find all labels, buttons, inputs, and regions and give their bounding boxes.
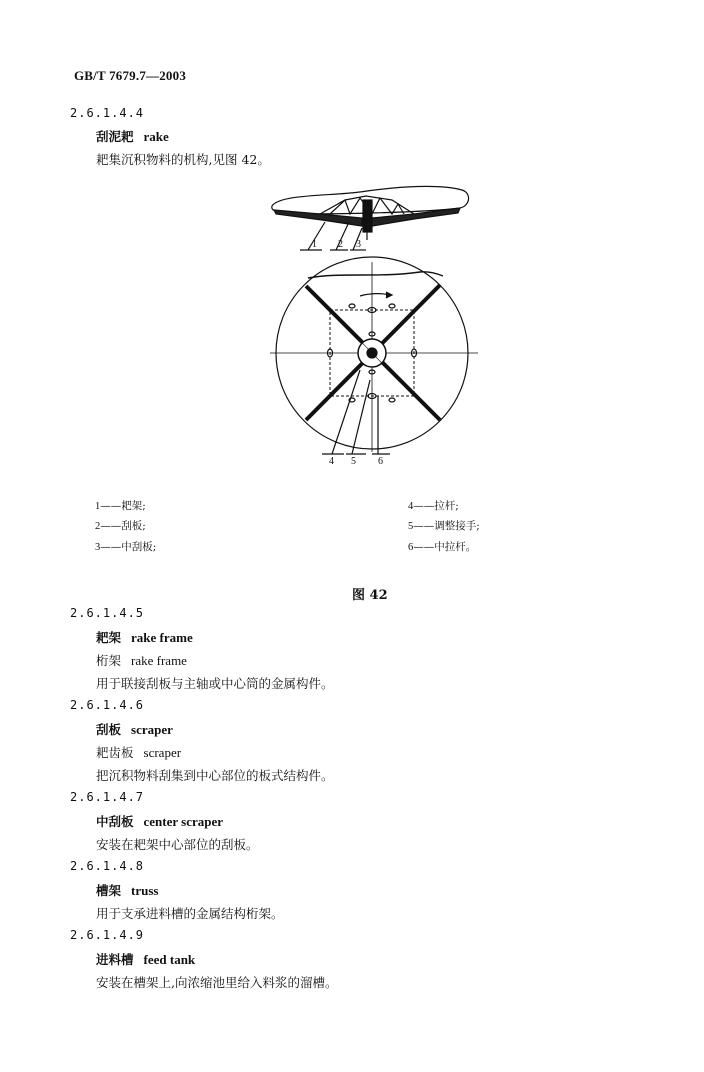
callout-6: 6 — [378, 456, 383, 467]
term-zh: 槽架 — [96, 883, 122, 898]
synonym-zh: 耙齿板 — [96, 745, 134, 760]
term-zh: 刮板 — [96, 722, 122, 737]
term-zh: 中刮板 — [96, 814, 134, 829]
term-en: feed tank — [143, 952, 196, 967]
term-entry — [96, 628, 193, 646]
synonym-entry — [96, 743, 181, 761]
figure-caption: 图 42 — [352, 588, 388, 603]
legend-item: 3——中刮板; — [95, 541, 157, 553]
definition: 用于支承进料槽的金属结构桁架。 — [96, 906, 284, 921]
term-zh: 耙架 — [96, 630, 122, 645]
synonym-entry — [96, 651, 187, 669]
term-en: scraper — [131, 722, 173, 737]
synonym-zh: 桁架 — [96, 653, 122, 668]
callout-4: 4 — [329, 456, 334, 467]
clause-number: 2.6.1.4.4 — [70, 106, 145, 120]
term-zh: 刮泥耙 — [96, 129, 134, 144]
callout-2: 2 — [338, 239, 343, 250]
definition: 把沉积物料刮集到中心部位的板式结构件。 — [96, 768, 334, 783]
clause-number: 2.6.1.4.9 — [70, 928, 145, 942]
term-en: rake — [143, 129, 169, 144]
term-en: center scraper — [143, 814, 224, 829]
term-en: rake frame — [131, 630, 193, 645]
term-entry — [96, 881, 158, 899]
callout-3: 3 — [356, 239, 361, 250]
legend-item: 1——耙架; — [95, 500, 146, 512]
legend-item: 4——拉杆; — [408, 500, 459, 512]
term-zh: 进料槽 — [96, 952, 134, 967]
definition: 耙集沉积物料的机构,见图 42。 — [96, 152, 270, 167]
legend-item: 5——调整接手; — [408, 520, 480, 532]
synonym-en: scraper — [143, 745, 182, 760]
term-entry — [96, 720, 173, 738]
legend-item: 2——刮板; — [95, 520, 146, 532]
callout-1: 1 — [312, 239, 317, 250]
legend-item: 6——中拉杆。 — [408, 541, 477, 553]
term-entry — [96, 950, 195, 968]
rake-profile-right — [372, 208, 460, 226]
clause-number: 2.6.1.4.6 — [70, 698, 145, 712]
clause-number: 2.6.1.4.8 — [70, 859, 145, 873]
rotation-arrow — [360, 294, 390, 296]
definition: 安装在槽架上,向浓缩池里给入料浆的溜槽。 — [96, 975, 338, 990]
synonym-en: rake frame — [131, 653, 187, 668]
callout-5: 5 — [351, 456, 356, 467]
clause-number: 2.6.1.4.5 — [70, 606, 145, 620]
standard-number: GB/T 7679.7—2003 — [74, 68, 187, 83]
term-entry — [96, 812, 223, 830]
clause-number: 2.6.1.4.7 — [70, 790, 145, 804]
term-en: truss — [131, 883, 159, 898]
definition: 安装在耙架中心部位的刮板。 — [96, 837, 259, 852]
definition: 用于联接刮板与主轴或中心筒的金属构件。 — [96, 676, 334, 691]
central-shaft — [363, 200, 372, 232]
section-break — [308, 272, 443, 278]
